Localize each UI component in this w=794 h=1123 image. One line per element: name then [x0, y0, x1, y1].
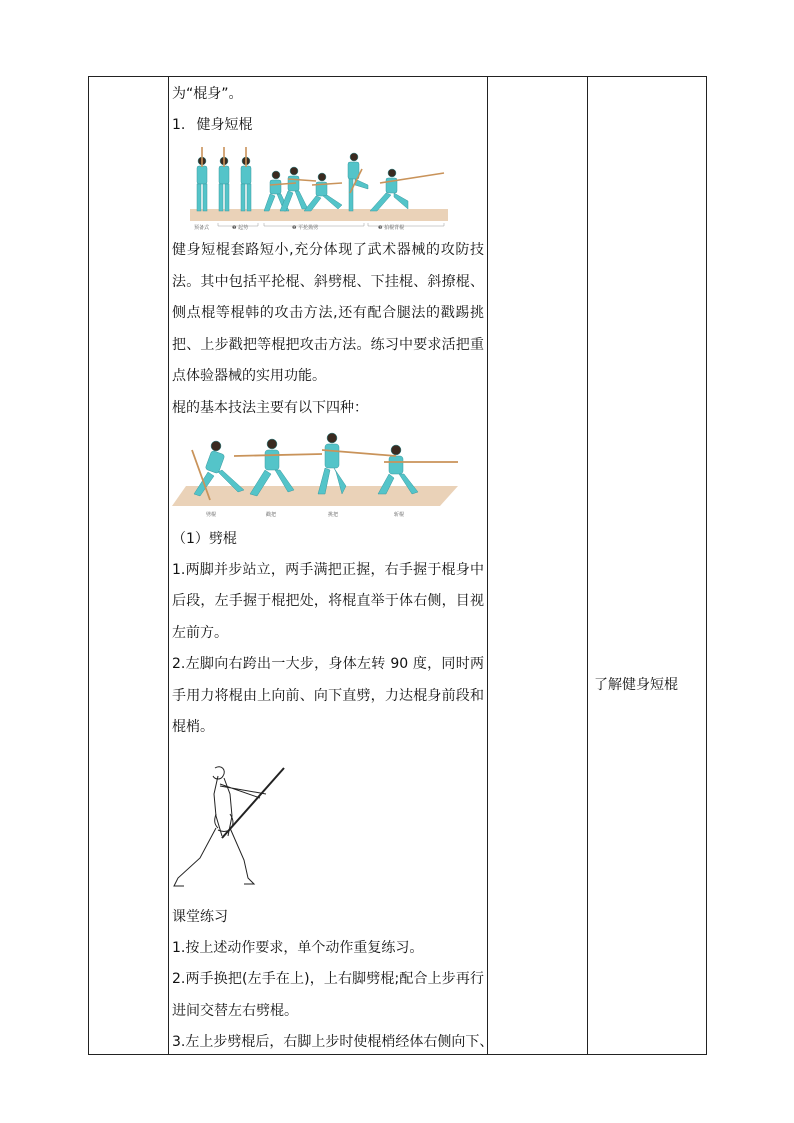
fig1-label-1: 预备式 [194, 225, 210, 231]
figure-chop-drawing-image [172, 762, 484, 902]
chop-step2: 2.左脚向右跨出一大步，身体左转 90 度，同时两手用力将棍由上向前、向下直劈，力达棍身前段和棍梢。 [172, 656, 484, 735]
figure-short-staff-sequence [172, 143, 484, 235]
fig2-label-4: 斩棍 [394, 511, 405, 518]
intro-tail: 为“棍身”。 [172, 86, 243, 102]
sub1-title: （1）劈棍 [172, 530, 237, 547]
practice-item-1: 1.按上述动作要求，单个动作重复练习。 [172, 939, 424, 956]
content-column [172, 76, 494, 1058]
section1-number: 1. [172, 117, 186, 133]
figure-short-staff-sequence-image [172, 143, 484, 235]
fig1-label-4: ❸ 拍棍背棍 [378, 225, 405, 231]
techniques-intro: 棍的基本技法主要有以下四种： [172, 399, 368, 416]
table-divider-2 [487, 77, 488, 1054]
section1-title: 健身短棍 [196, 117, 253, 133]
practice-title: 课堂练习 [172, 908, 228, 925]
fig1-label-3: ❷ 平抡拗劈 [292, 225, 319, 231]
objective-note: 了解健身短棍 [594, 677, 678, 693]
figure-four-techniques [172, 428, 484, 524]
para-short-staff-description: 健身短棍套路短小,充分体现了武术器械的攻防技法。其中包括平抡棍、斜劈棍、下挂棍、斜撩棍、侧点棍等棍韩的攻击方法,还有配合腿法的戳踢挑把、上步戳把等棍把攻击方法。练习中要求活把重点体验器械的实用功能。 [172, 242, 484, 384]
figure-chop-drawing [172, 762, 484, 902]
section1-heading [172, 110, 484, 141]
fig1-label-2: ❶ 起势 [232, 225, 249, 231]
fig2-label-3: 挑把 [328, 511, 339, 518]
practice-item-2: 2.两手换把(左手在上)，上右脚劈棍;配合上步再行进间交替左右劈棍。 [172, 971, 484, 1019]
table-divider-3 [587, 77, 588, 1054]
fig2-label-2: 戳把 [266, 511, 277, 518]
practice-item-3: 3.左上步劈棍后，右脚上步时使棍梢经体右侧向下、 [172, 1034, 494, 1050]
table-divider-1 [168, 77, 169, 1054]
fig2-label-1: 劈棍 [206, 511, 217, 518]
chop-step1: 1.两脚并步站立，两手满把正握，右手握于棍身中后段，左手握于棍把处，将棍直举于体右侧，目视左前方。 [172, 561, 484, 641]
figure-four-techniques-image [172, 428, 484, 524]
